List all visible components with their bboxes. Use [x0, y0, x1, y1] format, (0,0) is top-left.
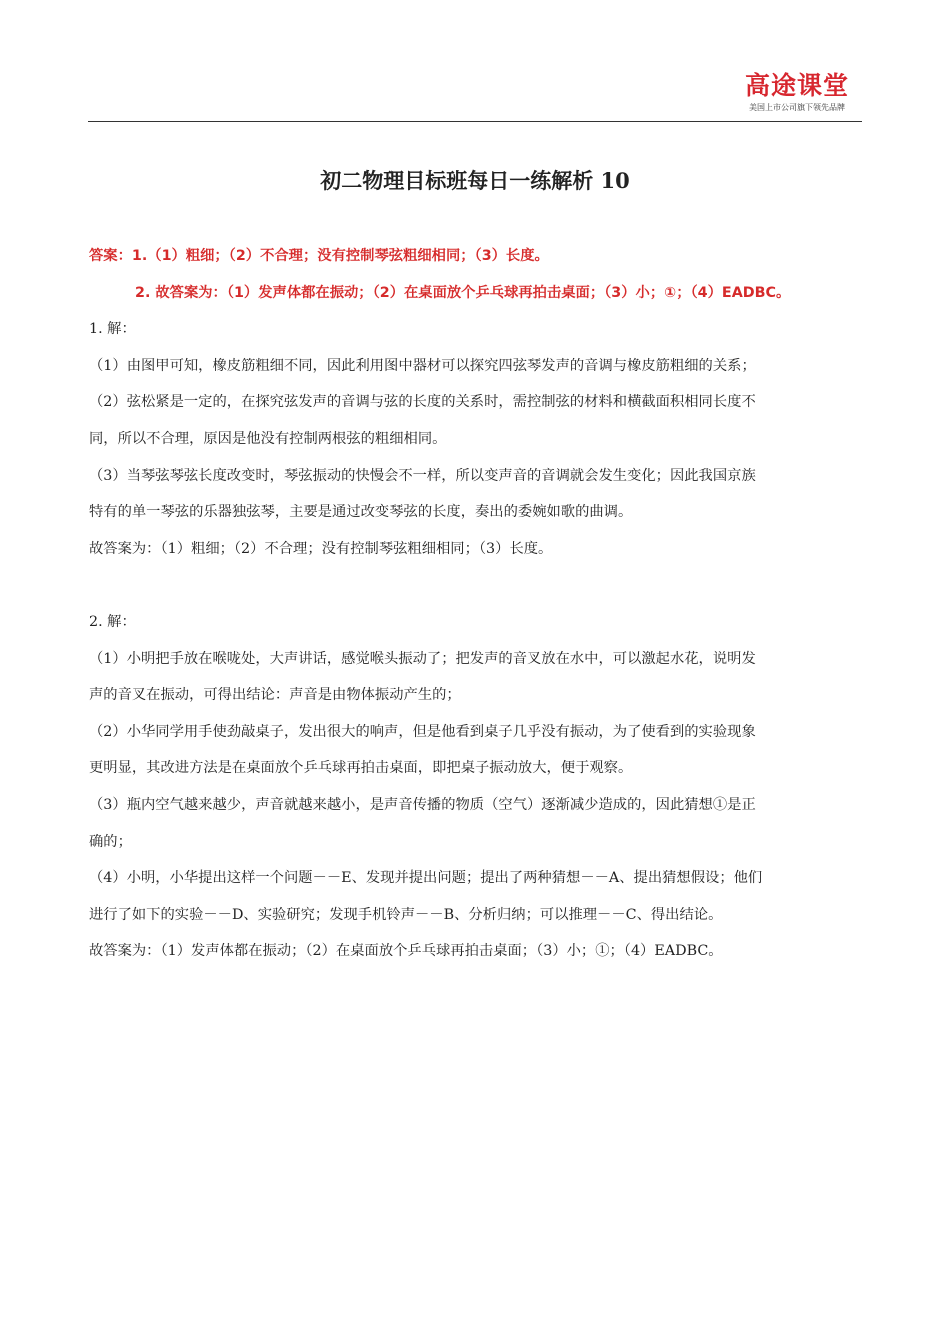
header-divider	[88, 121, 862, 122]
page-title: 初二物理目标班每日一练解析 10	[320, 168, 630, 193]
logo-name: 高途课堂	[744, 71, 849, 100]
q2-line: 进行了如下的实验－－D、实验研究；发现手机铃声－－B、分析归纳；可以推理－－C、得出结论。	[89, 906, 723, 923]
q1-line: 同，所以不合理，原因是他没有控制两根弦的粗细相同。	[89, 430, 447, 447]
logo-tagline: 美国上市公司旗下领先品牌	[749, 103, 845, 112]
q1-line: （2）弦松紧是一定的，在探究弦发声的音调与弦的长度的关系时，需控制弦的材料和横截面积相同长度不	[89, 394, 756, 411]
brand-logo	[736, 72, 858, 114]
q2-line: 更明显，其改进方法是在桌面放个乒乓球再拍击桌面，即把桌子振动放大，便于观察。	[89, 760, 633, 777]
q2-line: （4）小明，小华提出这样一个问题－－E、发现并提出问题；提出了两种猜想－－A、提出猜想假设；他们	[89, 870, 763, 887]
q1-line: 特有的单一琴弦的乐器独弦琴，主要是通过改变琴弦的长度，奏出的委婉如歌的曲调。	[89, 504, 633, 521]
q1-line: （1）由图甲可知，橡皮筋粗细不同，因此利用图中器材可以探究四弦琴发声的音调与橡皮筋粗细的关系；	[89, 357, 756, 374]
q2-line: （1）小明把手放在喉咙处，大声讲话，感觉喉头振动了；把发声的音叉放在水中，可以激起水花，说明发	[89, 650, 756, 667]
answer-line-1: 答案：1.（1）粗细；（2）不合理；没有控制琴弦粗细相同；（3）长度。	[89, 248, 549, 264]
q2-line: （3）瓶内空气越来越少，声音就越来越小，是声音传播的物质（空气）逐渐减少造成的，因此猜想①是正	[89, 796, 756, 813]
q2-line: （2）小华同学用手使劲敲桌子，发出很大的响声，但是他看到桌子几乎没有振动，为了使看到的实验现象	[89, 723, 756, 740]
section-spacer	[89, 567, 863, 604]
q2-line: 声的音叉在振动，可得出结论：声音是由物体振动产生的；	[89, 687, 461, 704]
q1-heading: 1. 解：	[89, 321, 136, 338]
q1-line: 故答案为：（1）粗细；（2）不合理；没有控制琴弦粗细相同；（3）长度。	[89, 540, 553, 557]
q2-heading: 2. 解：	[89, 613, 136, 630]
q2-line: 确的；	[89, 833, 132, 850]
q1-line: （3）当琴弦琴弦长度改变时，琴弦振动的快慢会不一样，所以变声音的音调就会发生变化；因此我国京族	[89, 467, 756, 484]
document-body	[89, 238, 863, 970]
q2-line: 故答案为：（1）发声体都在振动；（2）在桌面放个乒乓球再拍击桌面；（3）小；①；（4）EADBC。	[89, 943, 723, 960]
answer-line-2: 2. 故答案为：（1）发声体都在振动；（2）在桌面放个乒乓球再拍击桌面；（3）小；①；（4）EADBC。	[135, 284, 791, 301]
